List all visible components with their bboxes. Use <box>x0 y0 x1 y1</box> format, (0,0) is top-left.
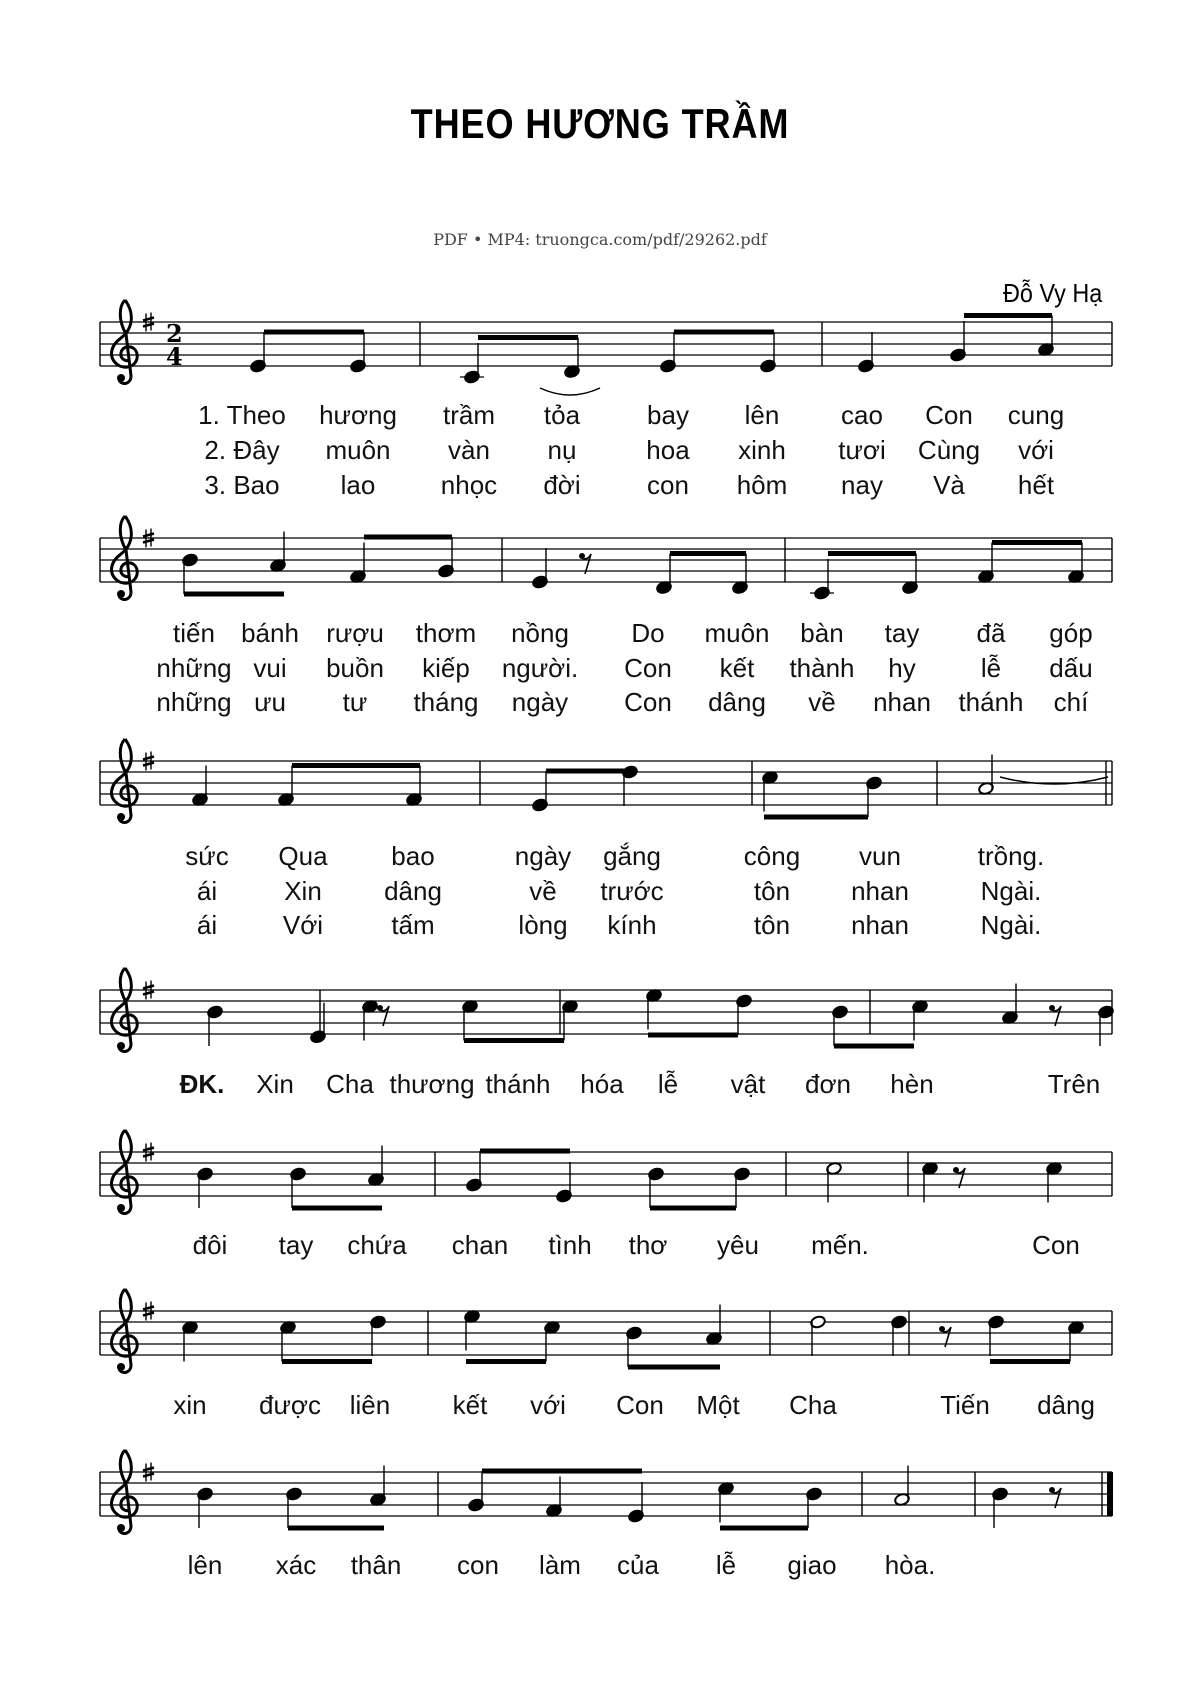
lyric-syllable: Trên <box>1047 1069 1101 1099</box>
lyric-syllable: đôi <box>192 1230 228 1260</box>
lyric-syllable: nồng <box>511 618 569 648</box>
lyric-syllable: Xin <box>256 1069 294 1099</box>
lyric-syllable: tấm <box>391 910 435 940</box>
lyric-syllable: 1. Theo <box>198 400 286 430</box>
note <box>350 332 367 373</box>
lyric-syllable: Cha <box>326 1069 374 1099</box>
final-barline <box>1107 1472 1113 1516</box>
note <box>182 553 199 594</box>
lyric-syllable: bay <box>647 400 689 430</box>
lyric-syllable: đơn <box>805 1069 851 1099</box>
time-signature <box>166 319 183 371</box>
lyric-syllable: Với <box>282 910 324 940</box>
note <box>207 1005 224 1046</box>
lyric-syllable: Con <box>1032 1230 1080 1260</box>
note <box>460 343 484 384</box>
note <box>622 765 639 806</box>
note <box>626 1326 643 1367</box>
treble-clef-icon <box>112 516 138 599</box>
lyric-syllable: Con <box>925 400 973 430</box>
note <box>866 776 883 817</box>
lyric-syllable: lễ <box>980 653 1002 683</box>
lyric-syllable: vun <box>859 841 901 871</box>
lyric-syllable: những <box>156 687 232 717</box>
treble-clef-icon <box>112 1289 138 1372</box>
lyric-syllable: hôm <box>736 470 788 500</box>
lyric-syllable: Con <box>624 653 672 683</box>
lyric-syllable: lòng <box>518 910 568 940</box>
lyric-syllable: thơm <box>415 618 477 648</box>
note <box>988 1315 1005 1356</box>
lyric-syllable: trước <box>600 876 664 906</box>
lyric-syllable: ái <box>196 876 218 906</box>
lyric-syllable: ngày <box>514 841 572 871</box>
note <box>250 332 267 373</box>
lyric-syllable: Con <box>624 687 672 717</box>
lyric-syllable: với <box>1018 435 1054 465</box>
lyric-syllable: Tiến <box>940 1390 990 1420</box>
source-link[interactable]: PDF • MP4: truongca.com/pdf/29262.pdf <box>433 230 767 249</box>
note <box>532 548 549 589</box>
lyric-syllable: đời <box>543 470 581 500</box>
lyric-syllable: được <box>259 1390 321 1420</box>
note <box>760 332 777 373</box>
lyric-syllable: nhan <box>873 687 931 717</box>
note <box>810 559 834 600</box>
lyrics-block <box>180 1069 1101 1099</box>
lyric-syllable: trồng. <box>977 841 1045 871</box>
lyric-syllable: xin <box>173 1390 207 1420</box>
lyric-syllable: vàn <box>448 435 490 465</box>
refrain-label: ĐK. <box>179 1069 225 1099</box>
note <box>197 1167 214 1208</box>
lyric-syllable: giao <box>787 1550 837 1580</box>
lyric-syllable: Ngài. <box>980 876 1042 906</box>
lyric-syllable: dâng <box>384 876 442 906</box>
lyric-syllable: tay <box>278 1230 314 1260</box>
lyric-syllable: hy <box>888 653 916 683</box>
lyric-syllable: bánh <box>241 618 299 648</box>
note <box>286 1487 303 1528</box>
note <box>290 1167 307 1208</box>
lyric-syllable: chan <box>451 1230 509 1260</box>
treble-clef-icon <box>112 300 138 383</box>
lyric-syllable: chí <box>1053 687 1089 717</box>
staff-system <box>100 739 1112 822</box>
lyric-syllable: tôn <box>753 910 791 940</box>
lyric-syllable: Con <box>616 1390 664 1420</box>
lyric-syllable: lễ <box>657 1069 679 1099</box>
lyric-syllable: cao <box>841 400 883 430</box>
lyric-syllable: những <box>156 653 232 683</box>
lyric-syllable: Cha <box>789 1390 837 1420</box>
note <box>370 1315 387 1356</box>
treble-clef-icon <box>112 1450 138 1533</box>
lyric-syllable: thân <box>350 1550 402 1580</box>
lyrics-block <box>188 1550 936 1580</box>
lyric-syllable: hóa <box>580 1069 624 1099</box>
lyric-syllable: hèn <box>890 1069 934 1099</box>
lyrics-block <box>193 1230 1080 1260</box>
lyric-syllable: hương <box>319 400 397 430</box>
lyric-syllable: thành <box>789 653 855 683</box>
lyric-syllable: công <box>743 841 801 871</box>
lyric-syllable: lễ <box>715 1550 737 1580</box>
lyric-syllable: ngày <box>511 687 569 717</box>
lyric-syllable: nụ <box>547 435 577 465</box>
lyric-syllable: dâng <box>708 687 766 717</box>
lyric-syllable: Qua <box>278 841 328 871</box>
staff-system <box>100 1450 1113 1533</box>
lyric-syllable: sức <box>185 841 229 871</box>
lyric-syllable: tay <box>884 618 920 648</box>
tie <box>540 388 600 395</box>
staff-system <box>100 1130 1112 1213</box>
lyric-syllable: bàn <box>800 618 844 648</box>
treble-clef-icon <box>112 1130 138 1213</box>
lyric-syllable: ái <box>196 910 218 940</box>
lyric-syllable: tỏa <box>543 400 581 430</box>
lyric-syllable: kiếp <box>422 653 470 683</box>
lyric-syllable: kết <box>719 653 755 683</box>
time-signature-bottom: 4 <box>166 342 183 371</box>
note <box>891 1315 908 1356</box>
lyric-syllable: với <box>530 1390 566 1420</box>
lyric-syllable: thương <box>389 1069 475 1099</box>
note <box>660 332 677 373</box>
song-title: THEO HƯƠNG TRẦM <box>410 100 790 147</box>
lyric-syllable: thánh <box>958 687 1024 717</box>
composer-name: Đỗ Vy Hạ <box>1002 278 1102 308</box>
lyric-syllable: con <box>457 1550 499 1580</box>
lyric-syllable: con <box>647 470 689 500</box>
lyric-syllable: nhan <box>851 876 909 906</box>
lyric-syllable: kính <box>607 910 657 940</box>
lyric-syllable: ưu <box>254 687 286 717</box>
note <box>556 1162 573 1203</box>
note <box>648 1167 665 1208</box>
lyric-syllable: lao <box>340 470 376 500</box>
note <box>858 332 875 373</box>
lyric-syllable: nhọc <box>440 470 498 500</box>
lyric-syllable: thơ <box>628 1230 668 1260</box>
lyric-syllable: 2. Đây <box>204 435 280 465</box>
lyric-syllable: về <box>529 876 557 906</box>
lyric-syllable: dâng <box>1037 1390 1095 1420</box>
lyric-syllable: tôn <box>753 876 791 906</box>
lyric-syllable: Xin <box>284 876 322 906</box>
staff-system <box>100 516 1112 600</box>
lyric-syllable: tư <box>342 687 368 717</box>
lyric-syllable: cung <box>1007 400 1065 430</box>
lyric-syllable: góp <box>1049 618 1093 648</box>
lyric-syllable: hết <box>1017 470 1055 500</box>
note <box>810 1315 827 1356</box>
lyric-syllable: xinh <box>738 435 786 465</box>
lyric-syllable: gắng <box>603 841 661 871</box>
lyric-syllable: nhan <box>851 910 909 940</box>
note <box>628 1482 645 1523</box>
lyric-syllable: Ngài. <box>980 910 1042 940</box>
lyric-syllable: tháng <box>413 687 479 717</box>
lyrics-block <box>198 400 1064 500</box>
lyric-syllable: dấu <box>1049 653 1093 683</box>
lyric-syllable: muôn <box>325 435 391 465</box>
lyric-syllable: về <box>808 687 836 717</box>
note <box>468 1471 485 1512</box>
lyric-syllable: làm <box>539 1550 581 1580</box>
lyric-syllable: Cùng <box>917 435 981 465</box>
treble-clef-icon <box>112 739 138 822</box>
lyric-syllable: đã <box>976 618 1006 648</box>
lyric-syllable: thánh <box>485 1069 551 1099</box>
note <box>736 994 753 1035</box>
lyric-syllable: vui <box>253 653 287 683</box>
lyric-syllable: chứa <box>347 1230 407 1260</box>
lyric-syllable: buồn <box>326 653 384 683</box>
lyrics-block <box>173 1390 1095 1420</box>
lyric-syllable: tiến <box>173 618 215 648</box>
lyric-syllable: muôn <box>704 618 770 648</box>
lyric-syllable: người. <box>501 653 579 683</box>
lyric-syllable: hòa. <box>884 1550 936 1580</box>
lyric-syllable: 3. Bao <box>204 470 280 500</box>
note <box>950 321 967 362</box>
time-signature-top: 2 <box>166 319 183 348</box>
lyric-syllable: Và <box>933 470 965 500</box>
note <box>734 1167 751 1208</box>
lyric-syllable: lên <box>187 1550 223 1580</box>
staff-system <box>100 300 1112 384</box>
lyric-syllable: tình <box>548 1230 592 1260</box>
note <box>992 1487 1009 1528</box>
lyric-syllable: vật <box>730 1069 766 1099</box>
lyric-syllable: mến. <box>811 1230 869 1260</box>
note <box>532 771 549 812</box>
staff-system <box>100 968 1114 1051</box>
lyric-syllable: tươi <box>838 435 886 465</box>
lyric-syllable: yêu <box>717 1230 759 1260</box>
lyric-syllable: bao <box>391 841 435 871</box>
note <box>806 1487 823 1528</box>
lyric-syllable: lên <box>744 400 780 430</box>
note <box>832 1005 849 1046</box>
lyric-syllable: hoa <box>646 435 690 465</box>
lyric-syllable: của <box>617 1550 659 1580</box>
lyric-syllable: liên <box>349 1390 391 1420</box>
lyric-syllable: nay <box>841 470 883 500</box>
lyric-syllable: Do <box>631 618 665 648</box>
staff-system <box>100 1289 1112 1372</box>
lyric-syllable: rượu <box>326 618 384 648</box>
lyric-syllable: xác <box>275 1550 317 1580</box>
note <box>197 1487 214 1528</box>
lyric-syllable: kết <box>452 1390 488 1420</box>
lyric-syllable: trầm <box>443 400 495 430</box>
treble-clef-icon <box>112 968 138 1051</box>
note <box>438 537 455 578</box>
lyric-syllable: Một <box>696 1390 740 1420</box>
note <box>466 1151 483 1192</box>
lyrics-block <box>185 841 1044 940</box>
lyrics-block <box>156 618 1092 717</box>
